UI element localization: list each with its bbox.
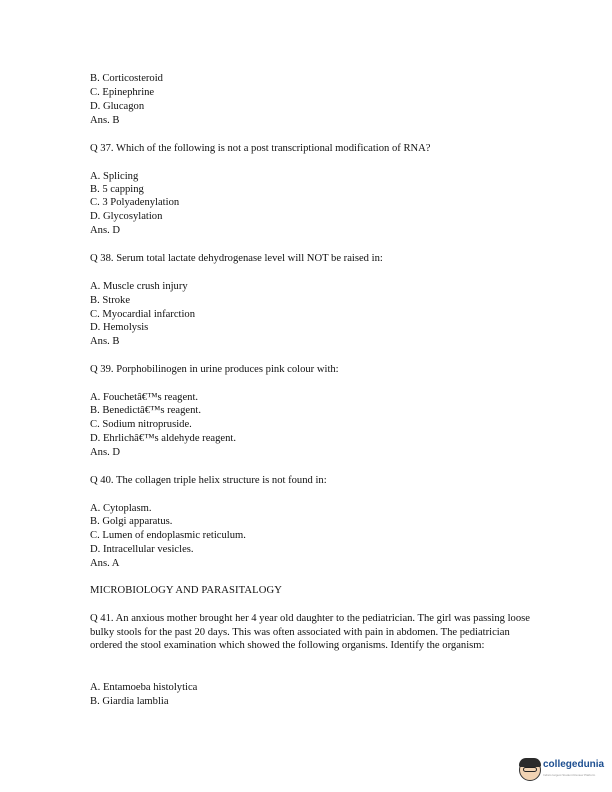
option-line: C. Epinephrine	[90, 87, 155, 98]
mascot-glasses-icon	[523, 767, 537, 772]
logo-wordmark: collegedunia	[543, 759, 605, 770]
option-line: B. Golgi apparatus.	[90, 516, 173, 527]
option-line: B. Giardia lamblia	[90, 696, 169, 707]
answer-line: Ans. A	[90, 558, 120, 569]
question-37: Q 37. Which of the following is not a post transcriptional modification of RNA?	[90, 143, 431, 154]
option-line: A. Cytoplasm.	[90, 503, 152, 514]
option-line: D. Hemolysis	[90, 322, 149, 333]
option-line: D. Intracellular vesicles.	[90, 544, 194, 555]
answer-line: Ans. B	[90, 336, 120, 347]
collegedunia-logo	[519, 755, 605, 785]
option-line: B. Benedictâ€™s reagent.	[90, 405, 201, 416]
option-line: B. Corticosteroid	[90, 73, 163, 84]
option-line: C. Myocardial infarction	[90, 309, 196, 320]
question-39: Q 39. Porphobilinogen in urine produces pink colour with:	[90, 364, 339, 375]
option-line: C. Sodium nitropruside.	[90, 419, 192, 430]
logo-tagline: India's largest Student Review Platform	[543, 773, 596, 777]
question-38: Q 38. Serum total lactate dehydrogenase level will NOT be raised in:	[90, 253, 383, 264]
option-line: C. 3 Polyadenylation	[90, 197, 180, 208]
answer-line: Ans. D	[90, 225, 121, 236]
option-line: A. Fouchetâ€™s reagent.	[90, 392, 199, 403]
answer-line: Ans. B	[90, 115, 120, 126]
option-line: B. 5 capping	[90, 184, 144, 195]
section-heading: MICROBIOLOGY AND PARASITALOGY	[90, 585, 282, 596]
question-40: Q 40. The collagen triple helix structure is not found in:	[90, 475, 327, 486]
option-line: C. Lumen of endoplasmic reticulum.	[90, 530, 246, 541]
option-line: D. Glycosylation	[90, 211, 163, 222]
option-line: D. Ehrlichâ€™s aldehyde reagent.	[90, 433, 236, 444]
option-line: A. Entamoeba histolytica	[90, 682, 198, 693]
question-41: Q 41. An anxious mother brought her 4 year old daughter to the pediatrician. The girl was passing loose bulky stools for the past 20 days. This was often associated with pain in abdomen. The pediatrician ordered the stool examination which showed the following organisms. Identify the organism:	[90, 613, 530, 652]
option-line: A. Muscle crush injury	[90, 281, 188, 292]
option-line: B. Stroke	[90, 295, 131, 306]
option-line: D. Glucagon	[90, 101, 145, 112]
mascot-hair-icon	[519, 758, 541, 767]
answer-line: Ans. D	[90, 447, 121, 458]
option-line: A. Splicing	[90, 171, 139, 182]
